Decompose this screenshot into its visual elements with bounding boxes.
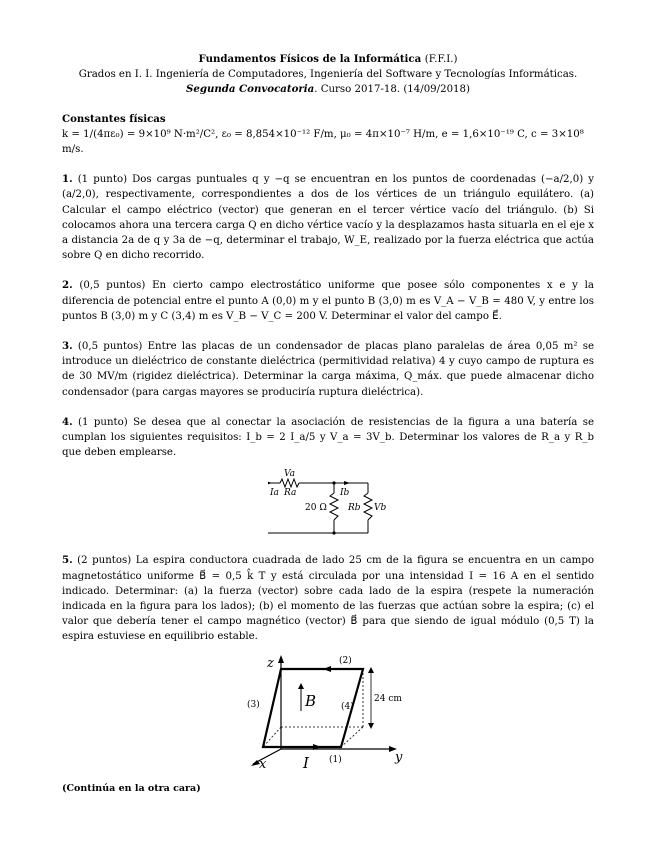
problem-3: 3. (0,5 puntos) Entre las placas de un condensador de placas plano paralelas de área 0,05 m² se introduce un dieléctrico de constante dieléctrica (permitividad relativa) 4 y cuyo campo de ruptura es de 30 MV/m (rigidez dieléctrica). Determinar la carga máxima, Q_máx. que puede almacenar dicho condensador (para cargas mayores se produciría ruptura dieléctrica). [62, 340, 594, 398]
vb-label: Vb [374, 503, 387, 514]
exam-title: Fundamentos Físicos de la Informática (F.F.I.) [198, 53, 458, 65]
side-1-label: (1) [329, 754, 342, 765]
constants-line: k = 1/(4πε₀) = 9×10⁹ N·m²/C², ε₀ = 8,854×10⁻¹² F/m, μ₀ = 4π×10⁻⁷ H/m, e = 1,6×10⁻¹⁹ C, c = 3×10⁸ m/s. [62, 128, 584, 156]
va-label: Va [284, 469, 296, 480]
problem-1: 1. (1 punto) Dos cargas puntuales q y −q se encuentran en los puntos de coordenadas (−a/2,0) y (a/2,0), respectivamente, correspondientes a dos de los vértices de un triángulo equilátero. (a) Calcular el campo eléctrico (vector) que generan en el tercer vértice vacío del triángulo. (b) Si colocamos ahora una tercera carga Q en dicho vértice vacío y la desplazamos hasta situarla en el eje x a distancia 2a de q y 3a de −q, determinar el trabajo, W_E, realizado por la fuerza eléctrica que actúa sobre Q en dicho recorrido. [62, 173, 594, 262]
problem-4: 4. (1 punto) Se desea que al conectar la asociación de resistencias de la figura a una batería se cumplan los siguientes requisitos: I_b = 2 I_a/5 y V_a = 3V_b. Determinar los valores de R_a y R_b que deben emplearse. [62, 415, 594, 459]
loop-figure [243, 651, 413, 771]
height-label: 24 cm [374, 693, 402, 704]
side-2-label: (2) [339, 655, 352, 666]
b-field-label: B [305, 691, 317, 710]
resistor-circuit-figure [268, 468, 388, 543]
ib-label: Ib [340, 488, 350, 499]
convocatoria-line: Segunda Convocatoria. Curso 2017-18. (14/09/2018) [186, 83, 470, 96]
z-axis-label: z [267, 655, 274, 671]
continue-note: (Continúa en la otra cara) [62, 782, 201, 794]
r20-label: 20 Ω [305, 503, 327, 514]
problem-5: 5. (2 puntos) La espira conductora cuadrada de lado 25 cm de la figura se encuentra en un campo magnetostático uniforme B⃗ = 0,5 k̂ T y está circulada por una intensidad I = 16 A en el sentido indicado. Determinar: (a) la fuerza (vector) sobre cada lado de la espira (respete la numeración indicada en la figura para los lados); (b) el momento de las fuerzas que actúan sobre la espira; (c) el valor que debería tener el campo magnético (vector) B⃗ para que siendo de igual módulo (0,5 T) la espira estuviese en equilibrio estable. [62, 554, 594, 643]
problem-2: 2. (0,5 puntos) En cierto campo electrostático uniforme que posee sólo componentes x e y la diferencia de potencial entre el punto A (0,0) m y el punto B (3,0) m es V_A − V_B = 480 V, y entre los puntos B (3,0) m y C (3,4) m es V_B − V_C = 200 V. Determinar el valor del campo E⃗. [62, 279, 595, 322]
ia-label: Ia [270, 488, 279, 499]
current-label: I [303, 753, 309, 771]
ra-label: Ra [284, 488, 297, 499]
rb-label: Rb [348, 503, 361, 514]
degrees-line: Grados en I. I. Ingeniería de Computadores, Ingeniería del Software y Tecnologías Informáticas. [78, 69, 578, 81]
y-axis-label: y [395, 749, 403, 765]
exam-page [62, 52, 594, 796]
constants-heading: Constantes físicas [62, 112, 166, 125]
side-3-label: (3) [247, 699, 260, 710]
x-axis-label: x [259, 756, 267, 771]
side-4-label: (4) [341, 701, 354, 712]
